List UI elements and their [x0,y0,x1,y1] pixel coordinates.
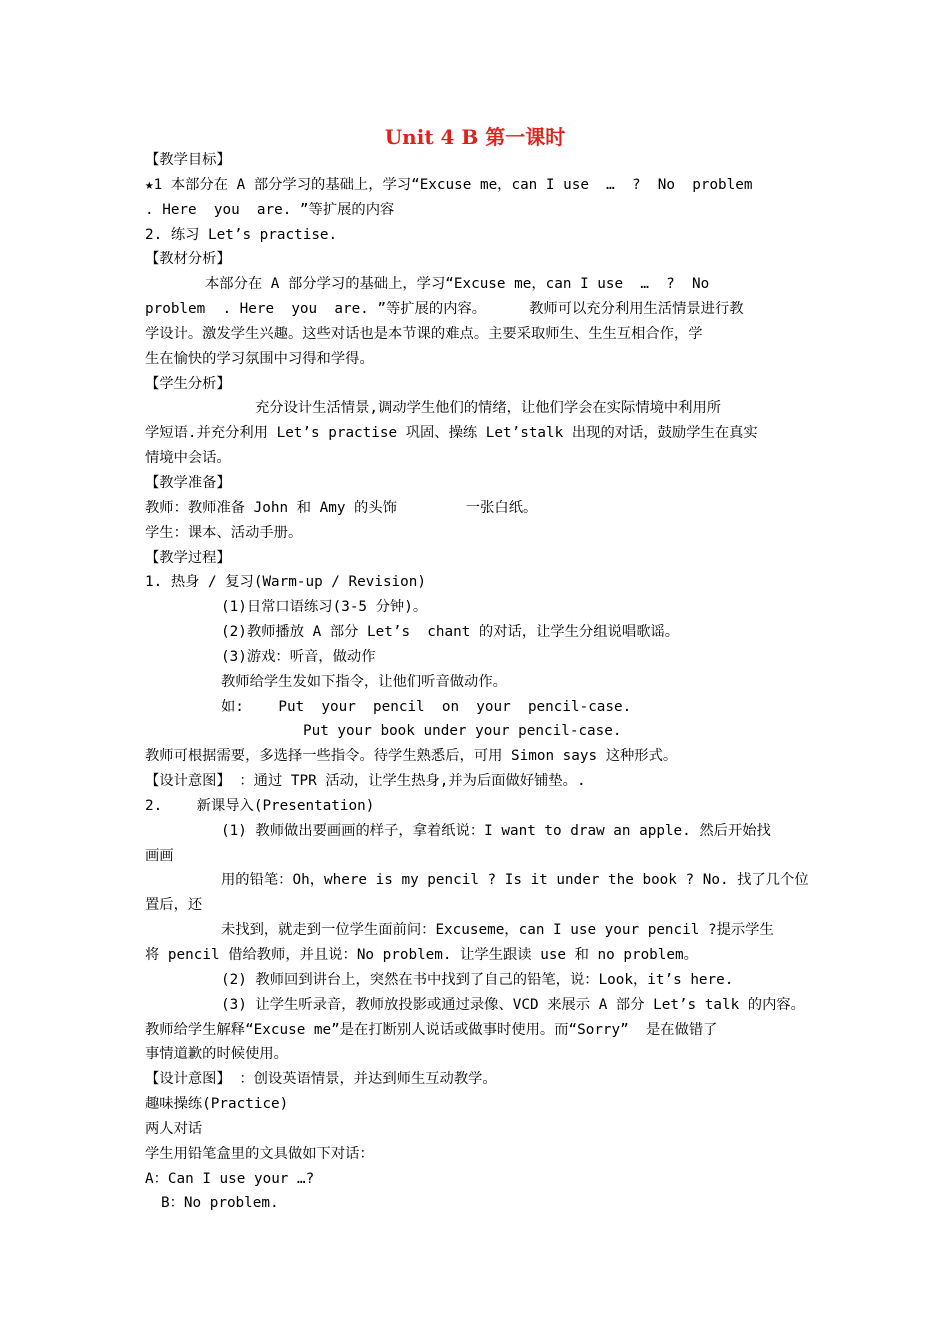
paragraph-line: 教师给学生解释“Excuse me”是在打断别人说话或做事时使用。而“Sorry” 是在做错了 [145,1021,718,1038]
paragraph-line: 2. 练习 Let’s practise. [145,226,338,243]
dialogue-line-a: A：Can I use your …? [145,1170,315,1187]
paragraph-line: 学短语.并充分利用 Let’s practise 巩固、操练 Let’stalk 出现的对话，鼓励学生在真实 [145,425,758,442]
paragraph-line: (2) 教师回到讲台上，突然在书中找到了自己的铅笔，说：Look，it’s here. [221,971,734,988]
section-heading-objectives: 【教学目标】 [145,152,231,168]
paragraph-line: . Here you are. ”等扩展的内容 [145,201,395,218]
paragraph-line: (3) 让学生听录音，教师放投影或通过录像、VCD 来展示 A 部分 Let’s talk 的内容。 [221,996,805,1013]
paragraph-line: 充分设计生活情景,调动学生他们的情绪，让他们学会在实际情境中利用所 [255,400,722,417]
paragraph-line: 趣味操练(Practice) [145,1096,289,1113]
paragraph-line: 未找到，就走到一位学生面前问：Excuseme，can I use your pencil ?提示学生 [221,922,774,939]
paragraph-line: (1)日常口语练习(3-5 分钟)。 [221,599,428,616]
paragraph-line: (1) 教师做出要画画的样子，拿着纸说：I want to draw an apple. 然后开始找 [221,822,771,839]
paragraph-line: 1. 热身 / 复习(Warm-up / Revision) [145,574,426,591]
paragraph-line: problem . Here you are. ”等扩展的内容。 教师可以充分利用生活情景进行教 [145,301,744,318]
paragraph-line: 学生用铅笔盒里的文具做如下对话： [145,1145,374,1162]
paragraph-line: 情境中会话。 [145,450,231,467]
document-title: Unit 4 B 第一课时 [384,125,566,149]
paragraph-line: 置后，还 [145,897,203,914]
paragraph-line: 学设计。激发学生兴趣。这些对话也是本节课的难点。主要采取师生、生生互相合作，学 [145,325,703,342]
paragraph-line: 如: Put your pencil on your pencil-case. [221,698,632,715]
design-intent-line: 【设计意图】 ：创设英语情景，并达到师生互动教学。 [145,1071,497,1088]
design-intent-line: 【设计意图】 ：通过 TPR 活动，让学生热身,并为后面做好铺垫。. [145,773,586,790]
paragraph-line: 将 pencil 借给教师，并且说：No problem. 让学生跟读 use 和 no problem。 [145,947,698,963]
section-heading-material-analysis: 【教材分析】 [145,251,231,268]
paragraph-line: 教师可根据需要，多选择一些指令。待学生熟悉后，可用 Simon says 这种形式。 [145,748,678,765]
section-heading-process: 【教学过程】 [145,549,231,566]
paragraph-line: Put your book under your pencil-case. [303,723,622,740]
paragraph-line: (2)教师播放 A 部分 Let’s chant 的对话，让学生分组说唱歌谣。 [221,624,680,641]
paragraph-line: 生在愉快的学习氛围中习得和学得。 [145,350,374,367]
paragraph-line: 事情道歉的时候使用。 [145,1046,288,1063]
paragraph-line: 2. 新课导入(Presentation) [145,797,375,814]
paragraph-line: 教师：教师准备 John 和 Amy 的头饰 一张白纸。 [145,499,538,516]
paragraph-line: 画画 [145,847,174,864]
paragraph-line: 教师给学生发如下指令，让他们听音做动作。 [221,673,507,690]
paragraph-line: 学生：课本、活动手册。 [145,524,303,541]
dialogue-line-b: B：No problem. [161,1195,279,1212]
paragraph-line: 用的铅笔：Oh，where is my pencil ? Is it under the book ? No. 找了几个位 [221,872,809,889]
paragraph-line: 两人对话 [145,1120,203,1137]
section-heading-preparation: 【教学准备】 [145,474,231,491]
section-heading-student-analysis: 【学生分析】 [145,375,231,392]
paragraph-line: 本部分在 A 部分学习的基础上，学习“Excuse me，can I use … ? No [205,276,710,293]
document-body [145,148,815,1216]
paragraph-line: (3)游戏：听音，做动作 [221,648,376,665]
paragraph-line: ★1 本部分在 A 部分学习的基础上，学习“Excuse me，can I use … ? No problem [145,176,753,193]
